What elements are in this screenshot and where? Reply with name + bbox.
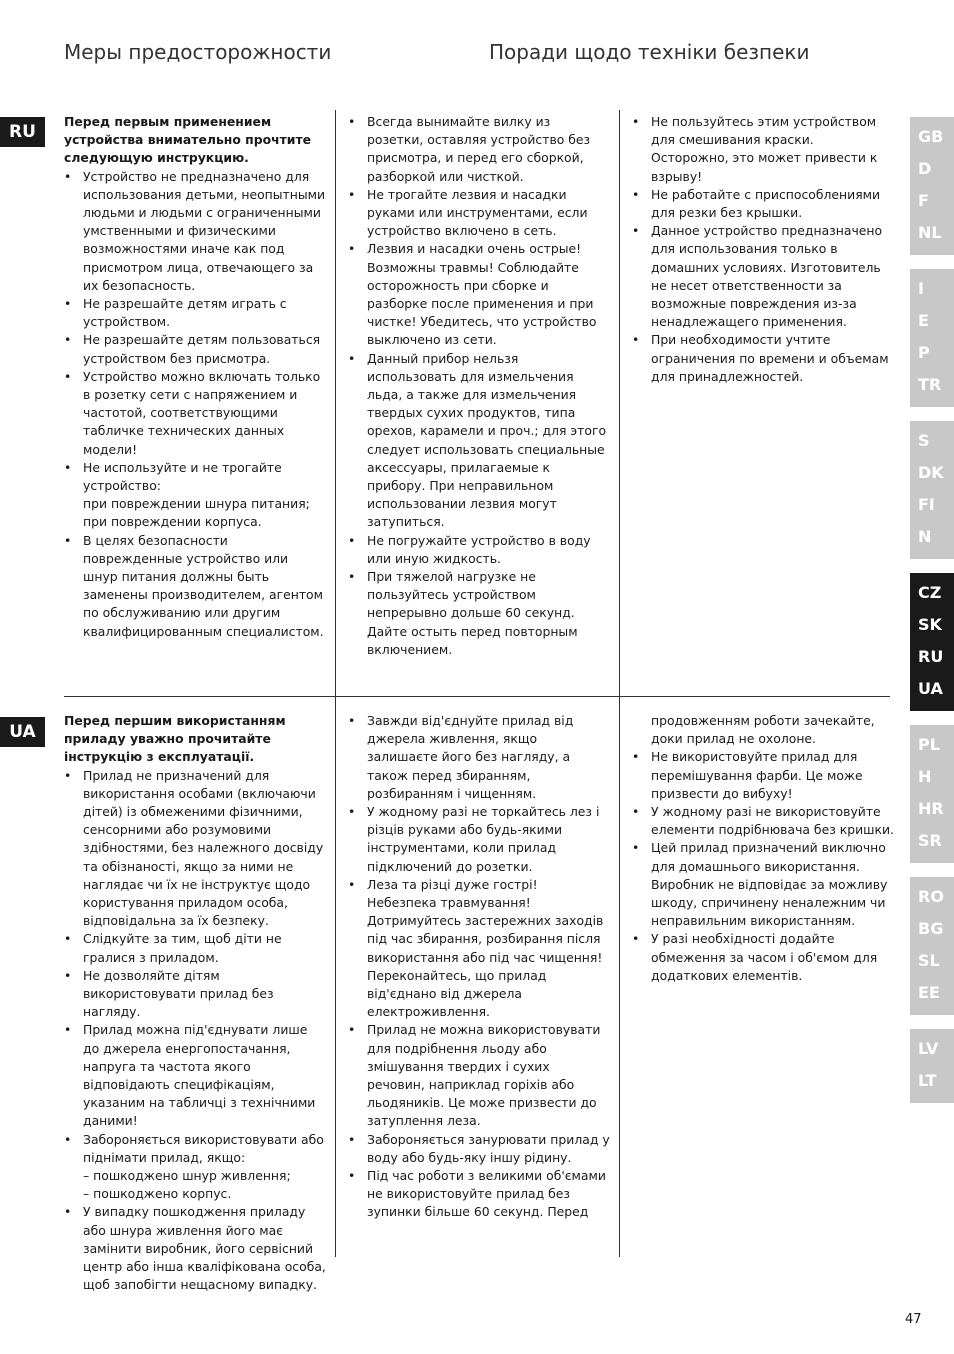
list-item: • У жодному разі не торкайтесь лез і різців руками або будь-якими інструментами, коли прилад підключений до розетки. — [348, 803, 610, 876]
list-item: • Не трогайте лезвия и насадки руками или инструментами, если устройство включено в сеть. — [348, 186, 610, 241]
list-item: • Під час роботи з великими об'ємами не використовуйте прилад без зупинки більше 60 секунд. Перед — [348, 1167, 610, 1222]
list-item: • Завжди від'єднуйте прилад від джерела живлення, якщо залишаєте його без нагляду, а також перед збиранням, розбиранням і чищенням. — [348, 712, 610, 803]
list-item: • При тяжелой нагрузке не пользуйтесь устройством непрерывно дольше 60 секунд. Дайте остыть перед повторным включением. — [348, 568, 610, 659]
language-code-tr[interactable]: TR — [918, 375, 942, 394]
language-group — [910, 1029, 954, 1103]
list-item: • Забороняється занурювати прилад у воду або будь-яку іншу рідину. — [348, 1131, 610, 1167]
heading-ua: Поради щодо техніки безпеки — [489, 40, 810, 64]
list-item: • У випадку пошкодження приладу або шнура живлення його має замінити виробник, його сервісний центр або інша кваліфікована особа, щоб запобігти нещасному випадку. — [64, 1203, 326, 1294]
language-code-hr[interactable]: HR — [918, 799, 944, 818]
language-code-p[interactable]: P — [918, 343, 930, 362]
language-code-bg[interactable]: BG — [918, 919, 944, 938]
list-item: • Устройство можно включать только в розетку сети с напряжением и частотой, соответствующими табличке технических данных модели! — [64, 368, 326, 459]
list-item: • У разі необхідності додайте обмеження за часом і об'ємом для додаткових елементів. — [632, 930, 894, 985]
language-group — [910, 573, 954, 711]
language-group — [910, 877, 954, 1015]
list-item: • Не разрешайте детям играть с устройством. — [64, 295, 326, 331]
heading-ru: Меры предосторожности — [64, 40, 332, 64]
ua-column-1 — [64, 712, 326, 1295]
list-item: • Не разрешайте детям пользоваться устройством без присмотра. — [64, 331, 326, 367]
list-item: • Леза та різці дуже гострі! Небезпека травмування! Дотримуйтесь застережних заходів під час збирання, розбирання після використання або під час чищення! Переконайтесь, що прилад від'єднано від джерела електроживлення. — [348, 876, 610, 1022]
list-item: • Не работайте с приспособлениями для резки без крышки. — [632, 186, 894, 222]
list-item: • Данный прибор нельзя использовать для измельчения льда, а также для измельчения твердых сухих продуктов, типа орехов, карамели и проч.; для этого следует использовать специальные аксессуары, прилагаемые к прибору. При неправильном использовании лезвия могут затупиться. — [348, 350, 610, 532]
language-code-lt[interactable]: LT — [918, 1071, 937, 1090]
language-group — [910, 725, 954, 863]
language-group — [910, 269, 954, 407]
ua-intro: Перед першим використанням приладу уважно прочитайте інструкцію з експлуатації. — [64, 713, 286, 765]
list-item: • Не використовуйте прилад для перемішування фарби. Це може призвести до вибуху! — [632, 748, 894, 803]
language-code-ee[interactable]: EE — [918, 983, 940, 1002]
language-code-lv[interactable]: LV — [918, 1039, 939, 1058]
list-item: • Прилад не можна використовувати для подрібнення льоду або змішування твердих і сухих речовин, наприклад горіхів або льодяників. Це може призвести до затуплення леза. — [348, 1021, 610, 1130]
list-item: • Не погружайте устройство в воду или иную жидкость. — [348, 532, 610, 568]
language-code-i[interactable]: I — [918, 279, 924, 298]
language-code-n[interactable]: N — [918, 527, 932, 546]
language-code-sk[interactable]: SK — [918, 615, 942, 634]
ru-list-2 — [348, 113, 610, 659]
list-item: • Не дозволяйте дітям використовувати прилад без нагляду. — [64, 967, 326, 1022]
language-code-pl[interactable]: PL — [918, 735, 940, 754]
ru-intro: Перед первым применением устройства внимательно прочтите следующую инструкцию. — [64, 114, 312, 166]
language-code-sr[interactable]: SR — [918, 831, 942, 850]
ua-list-1 — [64, 767, 326, 1295]
list-item: • Цей прилад призначений виключно для домашнього використання. Виробник не відповідає за можливу шкоду, спричинену неналежним чи неправильним використанням. — [632, 839, 894, 930]
language-code-fi[interactable]: FI — [918, 495, 935, 514]
language-code-d[interactable]: D — [918, 159, 932, 178]
list-item: • Прилад не призначений для використання особами (включаючи дітей) із обмеженими фізичними, сенсорними або розумовими здібностями, без належного досвіду та обізнаності, якщо за ними не наглядає чи їх не інструктує щодо користування приладом особа, відповідальна за їх безпеку. — [64, 767, 326, 931]
language-code-dk[interactable]: DK — [918, 463, 944, 482]
list-item: • Прилад можна під'єднувати лише до джерела енергопостачання, напруга та частота якого відповідають специфікаціям, указаним на табличці з технічними даними! — [64, 1021, 326, 1130]
list-item: • Данное устройство предназначено для использования только в домашних условиях. Изготовитель не несет ответственности за возможные повреждения из-за ненадлежащего применения. — [632, 222, 894, 331]
ru-column-3 — [632, 113, 894, 386]
divider-ua-1 — [335, 697, 336, 1257]
language-code-cz[interactable]: CZ — [918, 583, 942, 602]
list-item: • У жодному разі не використовуйте елементи подрібнювача без кришки. — [632, 803, 894, 839]
language-badge-ru: RU — [0, 117, 45, 147]
divider-ru-1 — [335, 110, 336, 696]
page-number: 47 — [905, 1312, 922, 1327]
list-item: • При необходимости учтите ограничения по времени и объемам для принадлежностей. — [632, 331, 894, 386]
list-item: • Лезвия и насадки очень острые! Возможны травмы! Соблюдайте осторожность при сборке и разборке после применения и при чистке! Убедитесь, что устройство выключено из сети. — [348, 240, 610, 349]
list-item: • Слідкуйте за тим, щоб діти не гралися з приладом. — [64, 930, 326, 966]
section-divider — [64, 696, 890, 697]
language-code-sl[interactable]: SL — [918, 951, 940, 970]
list-item: • Не используйте и не трогайте устройство: при повреждении шнура питания; при повреждении корпуса. — [64, 459, 326, 532]
ru-list-1 — [64, 168, 326, 641]
language-badge-ua: UA — [0, 717, 45, 747]
divider-ru-2 — [619, 110, 620, 696]
language-code-ro[interactable]: RO — [918, 887, 944, 906]
language-group — [910, 421, 954, 559]
list-item: • Всегда вынимайте вилку из розетки, оставляя устройство без присмотра, и перед его сборкой, разборкой или чисткой. — [348, 113, 610, 186]
language-code-h[interactable]: H — [918, 767, 932, 786]
ua-list-3 — [632, 748, 894, 985]
ua-continuation: продовженням роботи зачекайте, доки прилад не охолоне. — [651, 713, 875, 747]
language-code-nl[interactable]: NL — [918, 223, 942, 242]
list-item: • Не пользуйтесь этим устройством для смешивания краски. Осторожно, это может привести к взрыву! — [632, 113, 894, 186]
ru-list-3 — [632, 113, 894, 386]
language-sidebar — [910, 117, 954, 1117]
list-item: • Устройство не предназначено для использования детьми, неопытными людьми и людьми с ограниченными умственными и физическими возможностями иначе как под присмотром лица, отвечающего за их безопасность. — [64, 168, 326, 295]
list-item: • Забороняється використовувати або піднімати прилад, якщо: – пошкоджено шнур живлення; – пошкоджено корпус. — [64, 1131, 326, 1204]
divider-ua-2 — [619, 697, 620, 1257]
language-code-ua[interactable]: UA — [918, 679, 943, 698]
language-group — [910, 117, 954, 255]
ua-list-2 — [348, 712, 610, 1222]
language-code-f[interactable]: F — [918, 191, 929, 210]
ua-column-2 — [348, 712, 610, 1222]
language-code-ru[interactable]: RU — [918, 647, 944, 666]
language-code-s[interactable]: S — [918, 431, 930, 450]
ru-column-2 — [348, 113, 610, 659]
ua-column-3 — [632, 712, 894, 985]
list-item: • В целях безопасности поврежденные устройство или шнур питания должны быть заменены производителем, агентом по обслуживанию или другим квалифицированным специалистом. — [64, 532, 326, 641]
language-code-gb[interactable]: GB — [918, 127, 944, 146]
ru-column-1 — [64, 113, 326, 641]
language-code-e[interactable]: E — [918, 311, 929, 330]
